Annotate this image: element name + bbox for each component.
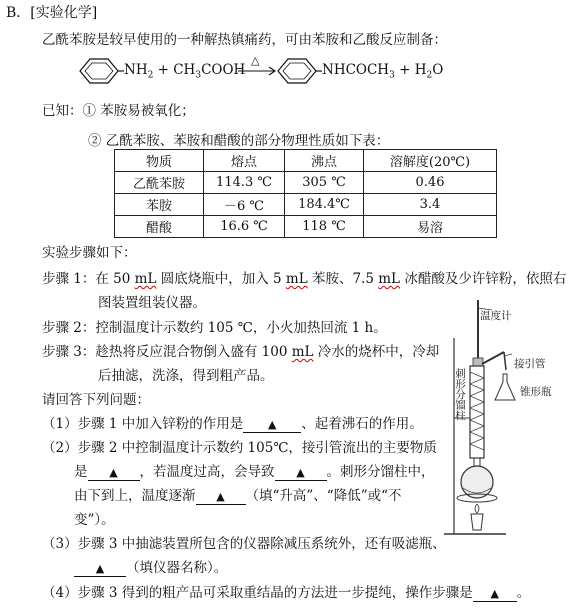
known-item-1: 已知：① 苯胺易被氧化； [42, 103, 195, 119]
table-cell: 16.6 ℃ [204, 216, 285, 238]
step-1: 步骤 1：在 50 mL 圆底烧瓶中，加入 5 mL 苯胺、7.5 mL 冰醋酸及少许锌粉，依照右 [42, 271, 567, 287]
reaction-equation: $NH_2$ + $CH_3COOH$ △ $NHCOCH_3 + H_2O$ [70, 54, 540, 88]
table-cell: 乙酰苯胺 [115, 172, 204, 194]
step-1-continued: 图装置组装仪器。 [98, 295, 206, 311]
amine-group: NH [124, 62, 148, 78]
table-row [115, 194, 497, 216]
answer-blank: ▲ [74, 560, 126, 577]
table-cell: 114.3 ℃ [204, 172, 285, 194]
table-row [115, 172, 497, 194]
steps-title: 实验步骤如下： [42, 245, 137, 261]
step-2: 步骤 2：控制温度计示数约 105 ℃，小火加热回流 1 h。 [42, 320, 387, 336]
table-cell: 0.46 [364, 172, 497, 194]
benzene-ring-right-icon [70, 54, 540, 88]
answer-blank: ▲ [275, 464, 327, 481]
table-cell: 3.4 [364, 194, 497, 216]
question-2-line-4: 变”）。 [74, 512, 115, 528]
section-heading: B．[实验化学] [6, 5, 98, 21]
question-4: （4）步骤 3 得到的粗产品可采取重结晶的方法进一步提纯，操作步骤是 ▲ 。 [42, 585, 531, 601]
answer-blank: ▲ [243, 416, 301, 433]
question-2: （2）步骤 2 中控制温度计示数约 105℃，接引管流出的主要物质 [42, 440, 437, 456]
answer-blank: ▲ [88, 464, 140, 481]
question-2-line-3: 由下到上，温度逐渐 ▲ （填“升高”、“降低”或“不 [74, 488, 402, 504]
question-1: （1）步骤 1 中加入锌粉的作用是 ▲ 、起着沸石的作用。 [42, 416, 423, 432]
heat-condition: △ [251, 54, 260, 67]
property-table [114, 149, 497, 238]
table-cell: －6 ℃ [204, 194, 285, 216]
table-cell: 118 ℃ [285, 216, 364, 238]
table-cell: 305 ℃ [285, 172, 364, 194]
known-item-2: ② 乙酰苯胺、苯胺和醋酸的部分物理性质如下表： [88, 133, 390, 149]
table-cell: 醋酸 [115, 216, 204, 238]
table-header-cell: 溶解度(20℃) [364, 150, 497, 172]
acetic-acid: + CH [157, 62, 196, 78]
question-2-line-2: 是 ▲ ，若温度过高，会导致 ▲ 。刺形分馏柱中， [74, 464, 435, 480]
table-header-cell: 沸点 [285, 150, 364, 172]
table-header-cell: 物质 [115, 150, 204, 172]
answer-blank: ▲ [196, 488, 246, 505]
table-header-cell: 熔点 [204, 150, 285, 172]
step-3: 步骤 3：趁热将反应混合物倒入盛有 100 mL 冷水的烧杯中，冷却 [42, 344, 440, 360]
thermometer-label: 温度计 [480, 310, 512, 322]
question-3-line-2: ▲ （填仪器名称）。 [74, 556, 227, 577]
adapter-label: 接引管 [514, 358, 546, 370]
table-cell: 易溶 [364, 216, 497, 238]
intro-text: 乙酰苯胺是较早使用的一种解热镇痛药，可由苯胺和乙酸反应制备： [42, 32, 447, 48]
distillation-apparatus [440, 298, 570, 543]
table-row [115, 216, 497, 238]
column-label: 刺形分馏柱 [454, 368, 466, 421]
question-3: （3）步骤 3 中抽滤装置所包含的仪器除减压系统外，还有吸滤瓶、 [42, 536, 446, 552]
table-header-row [115, 150, 497, 172]
answer-blank: ▲ [473, 585, 517, 602]
table-cell: 184.4℃ [285, 194, 364, 216]
water-product: + H [399, 62, 427, 78]
flask-label: 锥形瓶 [520, 386, 552, 398]
questions-title: 请回答下列问题： [42, 392, 150, 408]
acetanilide-group: NHCOCH [322, 62, 390, 78]
table-cell: 苯胺 [115, 194, 204, 216]
step-3-continued: 后抽滤，洗涤，得到粗产品。 [98, 368, 274, 384]
